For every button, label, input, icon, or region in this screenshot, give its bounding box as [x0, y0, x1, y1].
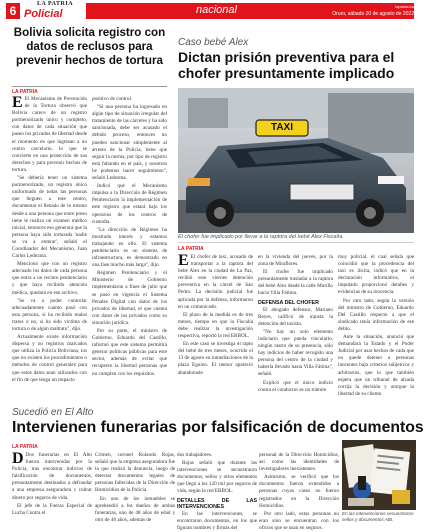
paragraph: dos trabajadores.	[177, 452, 213, 458]
right-story-kicker: Caso bebé Alex	[178, 37, 249, 48]
paragraph: Mencionó que con un registro adecuado los datos de cada persona que entra a un recinto penitenciario y que haya recibido atención médica, quedará en ese archivo.	[12, 261, 87, 296]
bottom-story-column-1	[12, 452, 92, 527]
left-story-column-2	[92, 96, 167, 402]
paragraph: Por su parte, el ministro de Gobierno, Eduardo del Castillo, informó que este sistema permitirá generar políticas públicas para este sector, además de evitar que recuperen la libertad personas que no cumplen con los requisitos.	[92, 328, 167, 377]
paragraph: Por otro lado, según la versión del ministro de Gobierno, Eduardo Del Castillo respecto a que el sindicado tenía información de ese delito.	[338, 297, 414, 332]
divider	[12, 86, 167, 87]
paragraph: Por otro lado, estas personas no eran sino se encuentran con los oficios que se usan en seguros.	[259, 510, 339, 531]
paragraph: En las intervenciones, se encontraron documentos, en los que figuran nombres y firmas del	[177, 510, 257, 531]
paragraph: Explicó que el único indicio contra el conductor es un trámite	[258, 379, 333, 393]
paragraph: Crimen, coronel Rolando Rojas, señaló que la empresa aseguradora fue la que realizó la denuncia, luego de detectar documentos legales de personas fallecidas de la Dirección de Homicidios de la Policía.	[95, 452, 175, 494]
paragraph: El chofer fue implicado presuntamente trasladar a la raptora del bebé Alex desde la calle Murillo hacia Villa Fátima.	[258, 269, 333, 297]
subhead: DETALLES DE LAS INTERVENCIONES	[177, 497, 257, 510]
paragraph: Indicó que el Mecanismo impulsa a la Dirección de Régimen Penitenciario la implementación de este registro que estará bajo los operarios de los centros de custodia.	[92, 183, 167, 225]
paragraph: El plazo de la medida es de tres meses, tiempo en que la Fiscalía debe realizar la investigación respectiva, reportó la red ERBOL.	[178, 311, 253, 340]
left-story-column-1	[12, 96, 87, 402]
paragraph: "No hay un solo elemento indiciario que pueda vincularlo, ningún rastro de su presencia, sólo hay indicios de haber recogido una persona del centro de la ciudad y haberla llevado hasta Villa Fátima", señaló.	[258, 328, 333, 378]
taxi-sign-text: TAXI	[270, 122, 294, 133]
paragraph-text: Dos funerarias en El Alto fueron intervenidas por la Policía, tras encontrar indicios de falsificación de documentos, presuntamente destinados a defraudar a una empresa aseguradora y cobrar dinero por seguros de vida.	[12, 452, 92, 501]
paragraph: Rojas señaló que durante las intervenciones se secuestraron documentos, sellos y otros elementos que llegó a los 120 mil por seguros de vida, según la red ERBOL.	[177, 460, 257, 495]
bottom-story-column-3	[177, 452, 257, 531]
paragraph: El jefe de la Fuerza Especial de Lucha Contra el	[12, 502, 92, 516]
paragraph: "Se debería tener un sistema pormenorizado, un registro único uniformado de todas las personas que lleguen a este centro, documentar el llenado de lo mismo desde a una persona que entre preso tiene le realiza un examen médico inicial, entonces eso generará que la persona haya sido torturada 'nadie se va a enterar', señaló el Coordinador del Mecanismo, Juan Carlos Ledezma.	[12, 175, 87, 260]
paragraph: "Si una persona ha ingresado en algún tipo de situación irregular del tratamiento de las cárceles y ha sido sancionada, debe ser acusado el debido proceso, entonces no pueden sancionar simplemente al arresto de la Policía, tiene que seguir la norma, por tipo de registro está faltando en el país, y nosotros he podemos hacer seguimiento", señaló Ledezma.	[92, 104, 167, 182]
bottom-story-column-2	[95, 452, 175, 527]
paragraph: En uno de los inmuebles se aprehendió a los dueños de ambas funerarias, uno de 48 años de edad y otro de 46 años, además de	[95, 495, 175, 523]
section-name: nacional	[196, 4, 237, 16]
documents-photo-image	[342, 440, 416, 510]
newspaper-logo	[24, 1, 86, 20]
drop-cap: E	[178, 252, 189, 269]
logo-brand: LA PATRIA	[36, 1, 74, 7]
right-story-column-1	[178, 254, 253, 400]
paragraph	[178, 254, 253, 311]
drop-cap: D	[12, 450, 24, 467]
paragraph: El abogado defensor, Mariano Reyes, calificó de injusta la detención del taxista.	[258, 306, 333, 327]
paragraph: Ante la situación, anunció que demandará la Estado y el Poder Judicial por usar hechos de cada que no quede detener a personas inocentes bajo criterios subjetivos y arbitrarios, que lo que también espera que un tribunal de alzada corrija la decisión y otorgue la libertad de su cliente.	[338, 334, 414, 397]
left-story-title: Bolivia solicita registro con datos de reclusos para prevenir hechos de tortura	[13, 26, 166, 67]
bottom-story-column-4	[259, 452, 339, 531]
bottom-story-title: Intervienen funerarias por falsificación de documentos	[12, 419, 424, 436]
subhead: DEFENSA DEL CHOFER	[258, 299, 319, 306]
paragraph-text: El Mecanismo de Prevención de la Tortura observó que Bolivia carece de un registro pormenorizado único y completo, con datos de cada situación que pasen los privados de libertad desde el momento en que ingresan a un centro carcelario, lo que se convierte en una protección de sus derechos y para prevenir hechos de tortura.	[12, 96, 87, 173]
paragraph	[12, 452, 92, 502]
bottom-story-kicker: Sucedió en El Alto	[12, 407, 94, 418]
documents-photo	[342, 440, 416, 510]
bottom-story-byline: LA PATRIA	[12, 444, 38, 450]
paragraph: en la vivienda del jueves, por la zona de Miraflores.	[258, 254, 333, 268]
logo-section: Policial	[24, 8, 63, 20]
documents-photo-caption: En las intervenciones secuestraron sellos y documentos ABI.	[342, 511, 414, 522]
drop-cap: E	[12, 94, 23, 111]
taxi-photo-image	[178, 88, 414, 233]
paragraph: Asimismo, se verificó que los documentos fueron extendidos a personas cuyos casos no fueron registrados en la Dirección Homicidios.	[259, 474, 339, 509]
paragraph: En este caso se investiga el rapto del bebé de tres meses, ocurrido el 13 de agosto en inmediaciones de la plaza Eguino. El menor apareció abandonado	[178, 341, 253, 376]
paragraph: Actualmente existe información dispersa y no registros marcados que utiliza la Policía Boliviana, los que no existen los procedimientos o métodos de control generales para que estos datos sean utilizados con el fin de que tenga un impacto	[12, 334, 87, 383]
taxi-photo	[178, 88, 414, 233]
paragraph-text: El chofer de taxi, acusado de transportar a la raptora del bebé Alex en la ciudad de La Paz, recibió este viernes detención preventiva en la cárcel de San Pedro. La decisión judicial fue aplicada por la defensa, informaron en un comunicado.	[178, 254, 253, 310]
issue-date: Oruro, sábado 20 de agosto de 2022	[332, 11, 414, 17]
site-url[interactable]: lapatria.bo	[395, 4, 414, 9]
right-story-column-2	[258, 254, 333, 400]
paragraph: positivo de control.	[92, 96, 133, 102]
paragraph: muy policial, el cual señala que coincidió que la procedencia del taxi es ilícita, indicó que en la declaración informativa, el imputado proporcionó detalles y evidencias de su inocencia.	[338, 254, 414, 296]
left-story-byline: LA PATRIA	[12, 89, 38, 95]
paragraph: "Se va a poder controlar adecuadamente cuánto pasó con esta persona, si ha recibido malos tratos o no, si ha sido víctima de tortura o de algún maltrato", dijo.	[12, 297, 87, 332]
right-story-column-3	[338, 254, 414, 400]
paragraph	[12, 96, 87, 174]
paragraph: personal de la Dirección Homicidios, así como las identidades de investigadores inexistentes.	[259, 452, 339, 473]
right-story-byline: LA PATRIA	[178, 246, 204, 252]
paragraph: Régimen Penitenciario y el Ministerio de Gobierno implementaron a fines de julio que se pusó en vigencia el Sistema Penales Digital con datos de los privados de libertad, el que cuenta con datos de los privados como su situación jurídica.	[92, 270, 167, 326]
page-number: 6	[6, 3, 20, 19]
paragraph: "La dirección de Régimen ha mostrado interés y estamos trabajando en ello. El sistema penitenciario es un sistema de infraestructura, es demostrado en una fase mucho más larga", dijo.	[92, 226, 167, 269]
photo-caption: El chofer fue implicado por llevar a la raptora del bebé Alex Fiscalía.	[178, 234, 414, 243]
right-story-title: Dictan prisión preventiva para el chofer presuntamente implicado	[178, 49, 395, 81]
page-header	[0, 0, 420, 24]
